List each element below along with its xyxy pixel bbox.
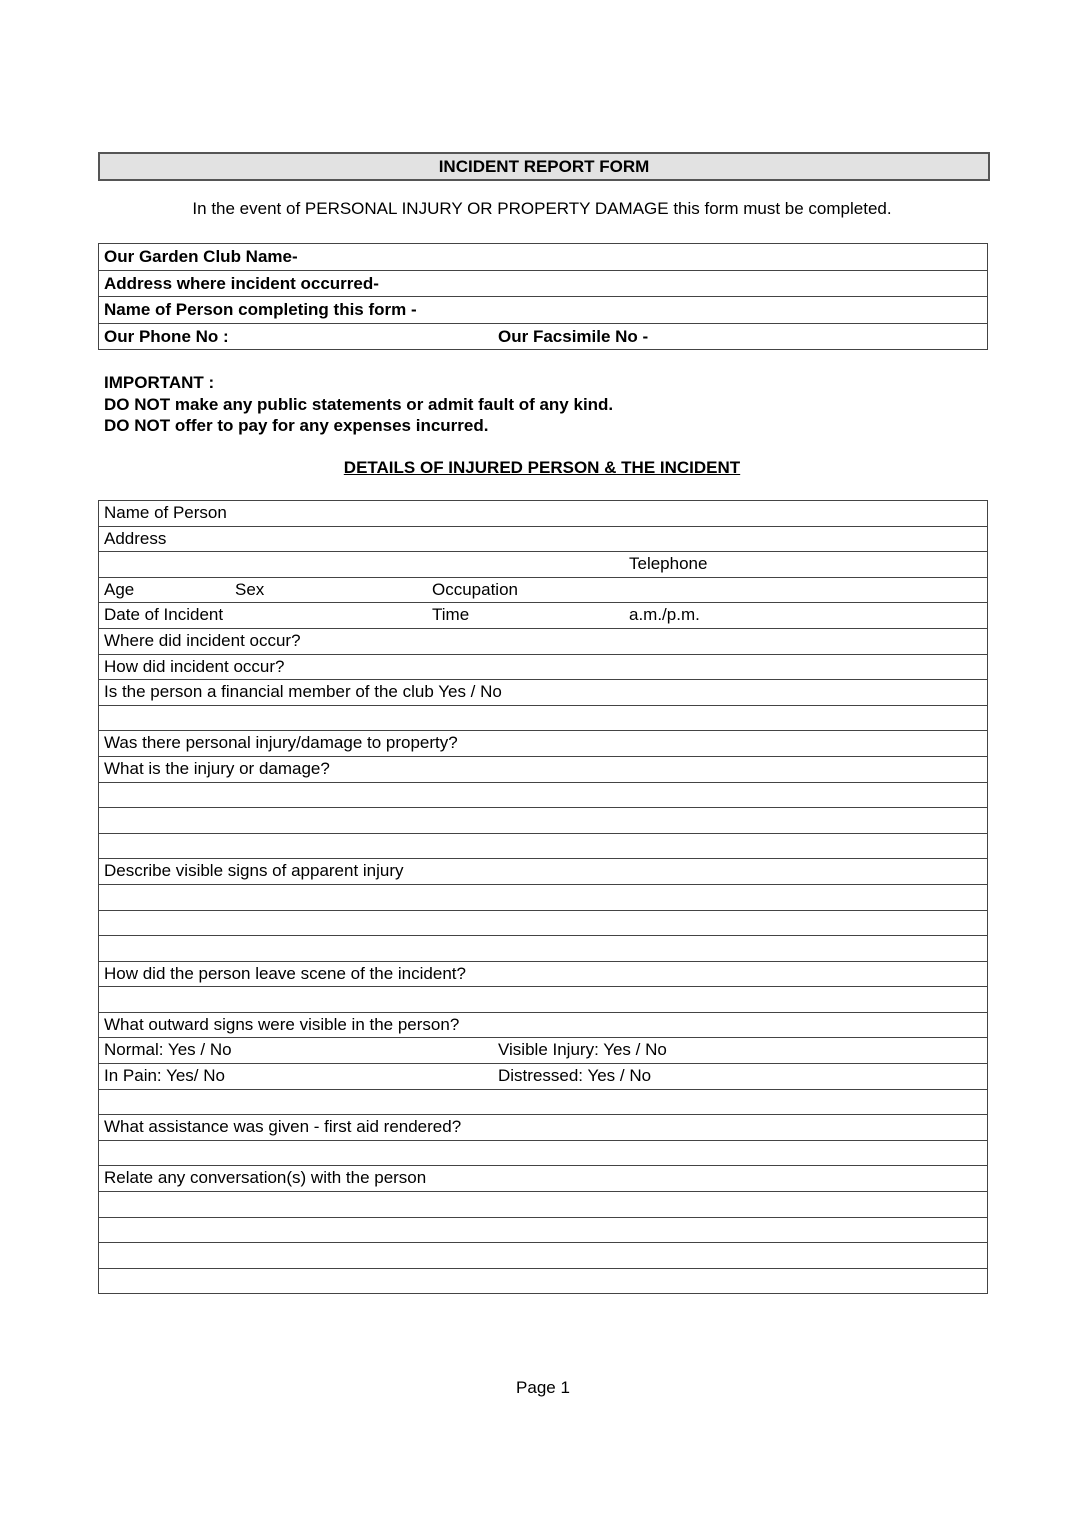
pain-label: In Pain: Yes/ No: [104, 1066, 225, 1086]
address-label: Address: [104, 528, 167, 548]
details-table: [98, 500, 988, 1294]
blank-row[interactable]: [99, 936, 987, 962]
club-name-row[interactable]: [99, 244, 987, 271]
how-row[interactable]: [99, 655, 987, 681]
sex-label: Sex: [235, 579, 265, 599]
conversation-row[interactable]: [99, 1166, 987, 1192]
page-number: Page 1: [516, 1378, 570, 1397]
age-sex-occupation-row[interactable]: [99, 578, 987, 604]
telephone-label: Telephone: [629, 554, 708, 574]
member-row[interactable]: [99, 680, 987, 706]
blank-row[interactable]: [99, 911, 987, 937]
incident-address-row[interactable]: [99, 271, 987, 298]
important-line-2: DO NOT offer to pay for any expenses incurred.: [104, 416, 489, 435]
visible-injury-label: Visible Injury: Yes / No: [498, 1040, 667, 1060]
name-row[interactable]: [99, 501, 987, 527]
member-label: Is the person a financial member of the club Yes / No: [104, 682, 502, 702]
outward-signs-row[interactable]: [99, 1013, 987, 1039]
injury-what-label: What is the injury or damage?: [104, 758, 330, 778]
blank-row[interactable]: [99, 706, 987, 732]
blank-row[interactable]: [99, 1090, 987, 1116]
outward-signs-label: What outward signs were visible in the person?: [104, 1014, 460, 1034]
blank-row[interactable]: [99, 783, 987, 809]
date-time-row[interactable]: [99, 603, 987, 629]
blank-row[interactable]: [99, 1141, 987, 1167]
blank-row[interactable]: [99, 1269, 987, 1294]
important-notice: [104, 372, 613, 437]
blank-row[interactable]: [99, 1243, 987, 1269]
important-heading: IMPORTANT :: [104, 373, 215, 392]
blank-row[interactable]: [99, 834, 987, 860]
leave-scene-label: How did the person leave scene of the incident?: [104, 963, 466, 983]
blank-row[interactable]: [99, 1218, 987, 1244]
injury-question-label: Was there personal injury/damage to property?: [104, 733, 458, 753]
occupation-label: Occupation: [432, 579, 518, 599]
blank-row[interactable]: [99, 808, 987, 834]
injury-what-row[interactable]: [99, 757, 987, 783]
normal-label: Normal: Yes / No: [104, 1040, 232, 1060]
completed-by-label: Name of Person completing this form -: [104, 300, 417, 319]
how-label: How did incident occur?: [104, 656, 285, 676]
ampm-label: a.m./p.m.: [629, 605, 700, 625]
conversation-label: Relate any conversation(s) with the person: [104, 1168, 427, 1188]
leave-scene-row[interactable]: [99, 962, 987, 988]
normal-visible-row[interactable]: [99, 1038, 987, 1064]
blank-row[interactable]: [99, 987, 987, 1013]
time-label: Time: [432, 605, 470, 625]
telephone-row[interactable]: [99, 552, 987, 578]
form-title: INCIDENT REPORT FORM: [98, 152, 990, 181]
where-label: Where did incident occur?: [104, 630, 301, 650]
club-info-table: [98, 243, 988, 350]
date-label: Date of Incident: [104, 605, 224, 625]
club-name-label: Our Garden Club Name-: [104, 247, 298, 266]
pain-distressed-row[interactable]: [99, 1064, 987, 1090]
assistance-row[interactable]: [99, 1115, 987, 1141]
name-label: Name of Person: [104, 503, 227, 522]
blank-row[interactable]: [99, 1192, 987, 1218]
details-heading: DETAILS OF INJURED PERSON & THE INCIDENT: [343, 458, 741, 477]
blank-row[interactable]: [99, 885, 987, 911]
completed-by-row[interactable]: [99, 297, 987, 324]
distressed-label: Distressed: Yes / No: [498, 1066, 652, 1086]
incident-address-label: Address where incident occurred-: [104, 273, 379, 293]
signs-row[interactable]: [99, 859, 987, 885]
signs-label: Describe visible signs of apparent injury: [104, 861, 404, 881]
important-line-1: DO NOT make any public statements or admit fault of any kind.: [104, 394, 614, 414]
intro-text: In the event of PERSONAL INJURY OR PROPERTY DAMAGE this form must be completed.: [192, 199, 892, 218]
assistance-label: What assistance was given - first aid rendered?: [104, 1117, 462, 1137]
where-row[interactable]: [99, 629, 987, 655]
fax-label: Our Facsimile No -: [498, 326, 649, 346]
injury-question-row[interactable]: [99, 731, 987, 757]
phone-fax-row[interactable]: [99, 324, 987, 350]
address-row[interactable]: [99, 527, 987, 553]
age-label: Age: [104, 579, 135, 599]
phone-label: Our Phone No :: [104, 326, 229, 346]
